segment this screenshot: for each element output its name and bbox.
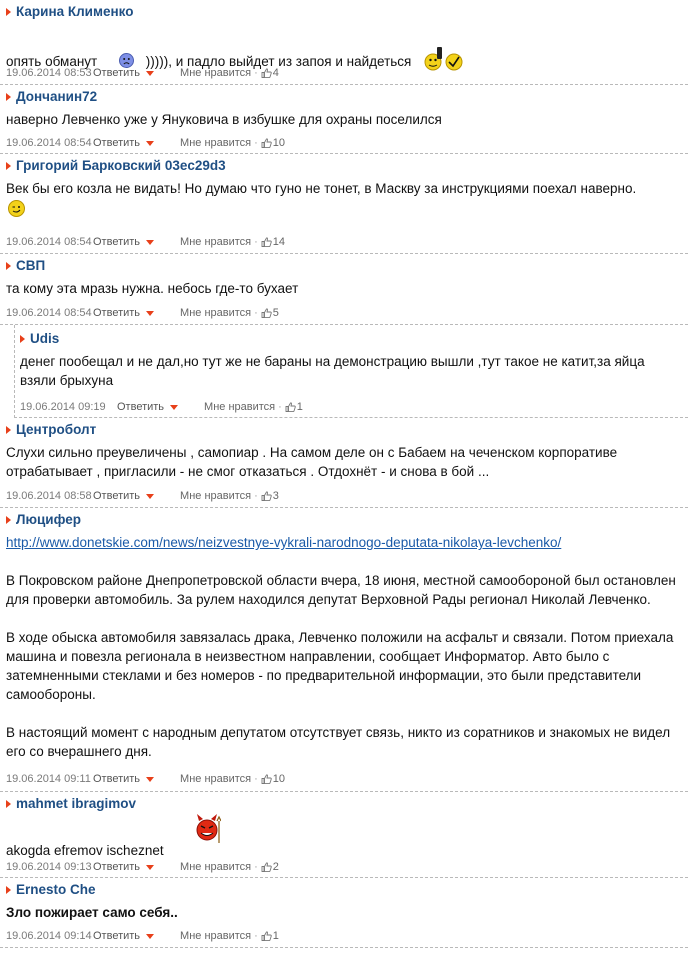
thumb-up-icon[interactable]: [261, 862, 272, 872]
like-button[interactable]: Мне нравится: [180, 861, 252, 873]
like-button[interactable]: Мне нравится: [204, 401, 276, 413]
reply-dropdown-icon[interactable]: [146, 865, 154, 870]
like-count: 5: [272, 307, 279, 319]
comment-date: 19.06.2014 08:54: [6, 307, 92, 319]
comment: [0, 85, 688, 154]
like-count: 10: [272, 137, 286, 149]
article-link[interactable]: http://www.donetskie.com/news/neizvestnye-vykrali-narodnogo-deputata-nikolaya-levchenko/: [6, 535, 562, 550]
author-link[interactable]: Люцифер: [16, 512, 81, 527]
like-count: 14: [272, 236, 286, 248]
comment-date: 19.06.2014 09:11: [6, 773, 91, 785]
separator-dot: ·: [254, 773, 258, 785]
author-link[interactable]: Ernesto Che: [16, 882, 96, 897]
comment-paragraph: В Покровском районе Днепропетровской области вчера, 18 июня, местной самообороной был остановлен для проверки автомобиль. За рулем находился депутат Верховной Рады регионал Николай Левченко.: [6, 573, 676, 607]
bullet-icon: [20, 335, 25, 343]
thumb-up-icon[interactable]: [261, 237, 272, 247]
thumb-up-icon[interactable]: [261, 491, 272, 501]
reply-dropdown-icon[interactable]: [170, 405, 178, 410]
wink-smiley-icon: [8, 200, 25, 217]
like-button[interactable]: Мне нравится: [180, 307, 252, 319]
bullet-icon: [6, 800, 11, 808]
reply-button[interactable]: Ответить: [93, 861, 141, 873]
comment: [0, 418, 688, 508]
separator-dot: ·: [254, 307, 258, 319]
bullet-icon: [6, 93, 11, 101]
separator-dot: ·: [254, 861, 258, 873]
comment: [0, 878, 688, 948]
reply-comment: [14, 325, 688, 418]
comment-author-row: [6, 796, 136, 811]
devil-smiley-icon: [193, 813, 221, 845]
comment: [0, 792, 688, 878]
thumb-up-icon[interactable]: [261, 308, 272, 318]
comment-date: 19.06.2014 09:14: [6, 930, 92, 942]
author-link[interactable]: Udis: [30, 331, 60, 346]
reply-button[interactable]: Ответить: [93, 490, 141, 502]
comment: [0, 508, 688, 792]
separator-dot: ·: [278, 401, 282, 413]
comment-date: 19.06.2014 09:19: [20, 401, 106, 413]
thumb-up-icon[interactable]: [261, 931, 272, 941]
like-count: 1: [296, 401, 303, 413]
reply-dropdown-icon[interactable]: [146, 494, 154, 499]
comment-text: денег пообещал и не дал,но тут же не бараны на демонстрацию вышли ,тут такое не катит,за яйца взяли брыхуна: [20, 354, 645, 388]
comment-text: наверно Левченко уже у Януковича в избушке для охраны поселился: [6, 112, 442, 127]
like-count: 4: [272, 67, 279, 79]
like-count: 10: [272, 773, 286, 785]
like-count: 1: [272, 930, 279, 942]
comment-author-row: [6, 4, 133, 19]
comment-meta: [6, 137, 285, 149]
like-count: 3: [272, 490, 279, 502]
reply-button[interactable]: Ответить: [93, 67, 141, 79]
comment: [0, 154, 688, 254]
bullet-icon: [6, 516, 11, 524]
comment-meta: [6, 490, 279, 502]
comment-author-row: [6, 158, 226, 173]
reply-button[interactable]: Ответить: [93, 773, 141, 785]
comment: [0, 0, 688, 85]
comment-meta: [6, 861, 279, 873]
comment-paragraph: В настоящий момент с народным депутатом отсутствует связь, никто из соратников и знакомых не видел его со вчерашнего дня.: [6, 725, 671, 759]
comment-meta: [6, 307, 279, 319]
comment-date: 19.06.2014 09:13: [6, 861, 92, 873]
sad-smiley-icon: [119, 53, 134, 68]
comment-text-part: ))))), и падло выйдет из запоя и найдеться: [145, 54, 412, 69]
comment-author-row: [6, 882, 96, 897]
like-count: 2: [272, 861, 279, 873]
comment-text-part: akogda efremov ischeznet: [6, 843, 164, 858]
comment-author-row: [6, 422, 96, 437]
separator-dot: ·: [254, 490, 258, 502]
author-link[interactable]: Григорий Барковский 03ec29d3: [16, 158, 226, 173]
comment-meta: [20, 401, 303, 413]
reply-dropdown-icon[interactable]: [146, 311, 154, 316]
author-link[interactable]: СВП: [16, 258, 46, 273]
comment-paragraph: В ходе обыска автомобиля завязалась драка, Левченко положили на асфальт и связали. Потом приехала машина и повезла регионала в неизвестном направлении, сообщает Информатор. Авто было с затемненными стеклами и без номеров - по предварительной информации, это были представители самообороны.: [6, 630, 674, 702]
reply-dropdown-icon[interactable]: [146, 934, 154, 939]
author-link[interactable]: Дончанин72: [16, 89, 98, 104]
like-button[interactable]: Мне нравится: [180, 773, 252, 785]
reply-dropdown-icon[interactable]: [146, 777, 154, 782]
author-link[interactable]: Карина Клименко: [16, 4, 134, 19]
separator-dot: ·: [254, 236, 258, 248]
separator-dot: ·: [254, 67, 258, 79]
thumb-up-icon[interactable]: [261, 68, 272, 78]
bullet-icon: [6, 262, 11, 270]
comment-text-part: Век бы его козла не видать! Но думаю что гуно не тонет, в Маскву за инструкциями поехал наверно.: [6, 181, 637, 196]
like-button[interactable]: Мне нравится: [180, 930, 252, 942]
comment-author-row: [6, 258, 45, 273]
comment-date: 19.06.2014 08:54: [6, 137, 92, 149]
like-button[interactable]: Мне нравится: [180, 137, 252, 149]
thumb-up-icon[interactable]: [261, 138, 272, 148]
reply-button[interactable]: Ответить: [93, 137, 141, 149]
comment-date: 19.06.2014 08:58: [6, 490, 92, 502]
bullet-icon: [6, 426, 11, 434]
comment-date: 19.06.2014 08:54: [6, 236, 92, 248]
reply-button[interactable]: Ответить: [93, 930, 141, 942]
comment-text-part: опять обманут: [6, 54, 98, 69]
thumb-up-icon[interactable]: [261, 774, 272, 784]
like-button[interactable]: Мне нравится: [180, 67, 252, 79]
comment-text: Слухи сильно преувеличены , самопиар . На самом деле он с Бабаем на чеченском корпоративе отрабатывает , пригласили - не смог отказаться . Отдохнёт - и снова в бой ...: [6, 445, 618, 479]
comment-text: Зло пожирает само себя..: [6, 905, 178, 920]
comment-meta: [6, 773, 285, 785]
separator-dot: ·: [254, 137, 258, 149]
comment-meta: [6, 930, 279, 942]
comment-meta: [6, 236, 285, 248]
drinking-smiley-icon: [423, 44, 465, 72]
author-link[interactable]: mahmet ibragimov: [16, 796, 137, 811]
reply-button[interactable]: Ответить: [93, 307, 141, 319]
comment-date: 19.06.2014 08:53: [6, 67, 92, 79]
bullet-icon: [6, 8, 11, 16]
reply-dropdown-icon[interactable]: [146, 141, 154, 146]
comment-author-row: [6, 512, 81, 527]
reply-dropdown-icon[interactable]: [146, 240, 154, 245]
comment-text: та кому эта мразь нужна. небось где-то бухает: [6, 281, 299, 296]
thumb-up-icon[interactable]: [285, 402, 296, 412]
bullet-icon: [6, 886, 11, 894]
comment-author-row: [20, 331, 59, 346]
comment-author-row: [6, 89, 97, 104]
reply-button[interactable]: Ответить: [117, 401, 165, 413]
comment-meta: [6, 67, 279, 79]
like-button[interactable]: Мне нравится: [180, 490, 252, 502]
like-button[interactable]: Мне нравится: [180, 236, 252, 248]
comment: [0, 254, 688, 325]
comment-text: [6, 533, 680, 780]
bullet-icon: [6, 162, 11, 170]
reply-button[interactable]: Ответить: [93, 236, 141, 248]
author-link[interactable]: Центроболт: [16, 422, 97, 437]
comment-text: [6, 179, 680, 220]
separator-dot: ·: [254, 930, 258, 942]
reply-dropdown-icon[interactable]: [146, 71, 154, 76]
comment-text: [6, 827, 680, 860]
